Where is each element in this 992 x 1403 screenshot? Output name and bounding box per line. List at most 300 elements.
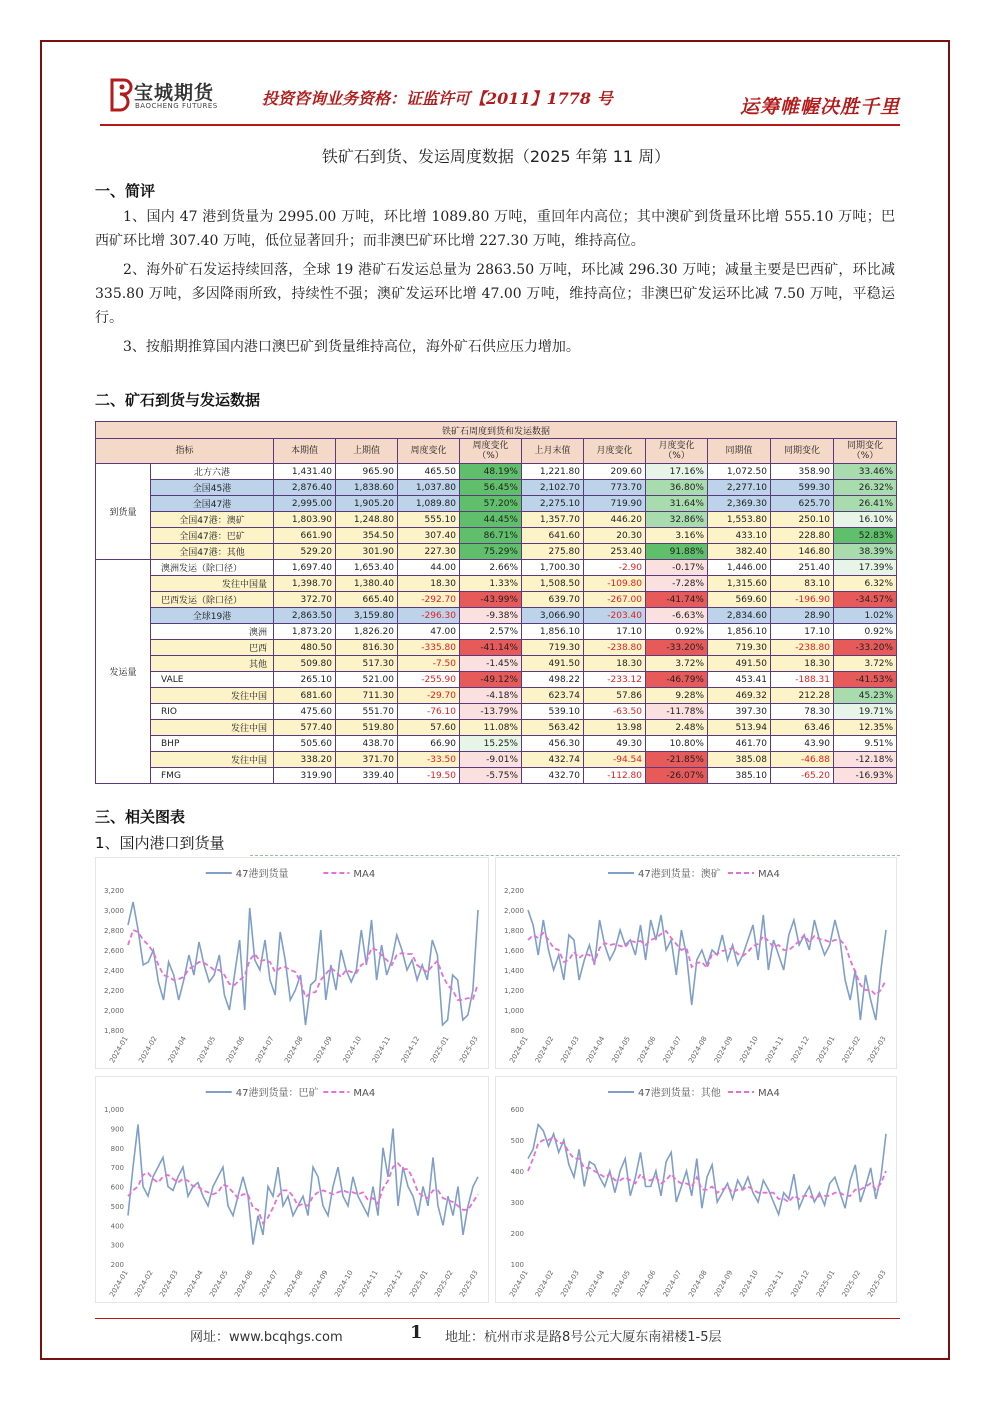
table-cell: -16.93% bbox=[834, 768, 897, 784]
table-cell: -19.50 bbox=[398, 768, 460, 784]
legend-label: MA4 bbox=[353, 1088, 376, 1099]
table-cell: 773.70 bbox=[584, 480, 646, 496]
table-row bbox=[96, 704, 897, 720]
table-cell: 1,856.10 bbox=[522, 624, 584, 640]
table-cell: 48.19% bbox=[460, 464, 522, 480]
table-cell: -1.45% bbox=[460, 656, 522, 672]
header-cell: 同期值 bbox=[708, 439, 771, 464]
table-cell: 47.00 bbox=[398, 624, 460, 640]
table-cell: 1,826.20 bbox=[336, 624, 398, 640]
row-label: BHP bbox=[151, 736, 274, 752]
table-cell: -65.20 bbox=[771, 768, 834, 784]
table-cell: 475.60 bbox=[274, 704, 336, 720]
series-line bbox=[128, 1125, 478, 1245]
table-cell: -41.74% bbox=[646, 592, 708, 608]
table-row bbox=[96, 720, 897, 736]
paragraph-3: 3、按船期推算国内港口澳巴矿到货量维持高位，海外矿石供应压力增加。 bbox=[123, 339, 580, 355]
row-label: 巴西发运（除口径） bbox=[151, 592, 274, 608]
x-tick-label: 2024-10 bbox=[738, 1269, 760, 1299]
table-cell: 146.80 bbox=[771, 544, 834, 560]
table-cell: 26.32% bbox=[834, 480, 897, 496]
table-cell: 385.10 bbox=[708, 768, 771, 784]
x-tick-label: 2024-09 bbox=[312, 1035, 334, 1065]
table-cell: 250.10 bbox=[771, 512, 834, 528]
table-cell: -7.28% bbox=[646, 576, 708, 592]
x-tick-label: 2024-09 bbox=[712, 1269, 735, 1299]
table-cell: 465.50 bbox=[398, 464, 460, 480]
x-tick-label: 2024-08 bbox=[687, 1269, 709, 1299]
x-tick-label: 2025-01 bbox=[815, 1035, 837, 1065]
table-cell: 446.20 bbox=[584, 512, 646, 528]
x-tick-label: 2024-05 bbox=[208, 1269, 230, 1299]
table-cell: 1.33% bbox=[460, 576, 522, 592]
table-cell: 28.90 bbox=[771, 608, 834, 624]
data-table-wrapper bbox=[95, 421, 897, 784]
x-tick-label: 2024-03 bbox=[158, 1269, 180, 1299]
x-tick-label: 2024-08 bbox=[283, 1035, 305, 1065]
y-tick-label: 1,800 bbox=[103, 1027, 124, 1035]
y-tick-label: 2,000 bbox=[103, 1007, 124, 1015]
x-tick-label: 2024-10 bbox=[738, 1035, 760, 1065]
x-tick-label: 2024-01 bbox=[108, 1269, 130, 1299]
table-cell: 1,221.80 bbox=[522, 464, 584, 480]
x-tick-label: 2024-04 bbox=[584, 1269, 607, 1299]
table-cell: 509.80 bbox=[274, 656, 336, 672]
table-cell: 371.70 bbox=[336, 752, 398, 768]
x-tick-label: 2024-11 bbox=[370, 1035, 393, 1065]
table-cell: 56.45% bbox=[460, 480, 522, 496]
table-cell: 17.39% bbox=[834, 560, 897, 576]
table-cell: 563.42 bbox=[522, 720, 584, 736]
table-cell: 31.64% bbox=[646, 496, 708, 512]
x-tick-label: 2024-12 bbox=[789, 1269, 812, 1299]
table-cell: 57.60 bbox=[398, 720, 460, 736]
table-cell: 599.30 bbox=[771, 480, 834, 496]
y-tick-label: 1,200 bbox=[503, 987, 524, 995]
table-cell: 33.46% bbox=[834, 464, 897, 480]
chart-svg bbox=[496, 858, 896, 1068]
table-cell: 1,357.70 bbox=[522, 512, 584, 528]
table-cell: 1,838.60 bbox=[336, 480, 398, 496]
row-label: 澳洲 bbox=[151, 624, 274, 640]
x-tick-label: 2024-02 bbox=[533, 1035, 556, 1065]
x-tick-label: 2024-03 bbox=[559, 1035, 581, 1065]
table-cell: 6.32% bbox=[834, 576, 897, 592]
table-row bbox=[96, 576, 897, 592]
series-line bbox=[128, 902, 478, 1025]
table-cell: 253.40 bbox=[584, 544, 646, 560]
group-shipment: 发运量 bbox=[96, 560, 151, 784]
logo-icon bbox=[108, 78, 134, 112]
table-cell: -26.07% bbox=[646, 768, 708, 784]
table-cell: 17.10 bbox=[771, 624, 834, 640]
table-cell: 78.30 bbox=[771, 704, 834, 720]
table-cell: 480.50 bbox=[274, 640, 336, 656]
table-cell: -335.80 bbox=[398, 640, 460, 656]
table-cell: 75.29% bbox=[460, 544, 522, 560]
table-cell: 433.10 bbox=[708, 528, 771, 544]
header bbox=[100, 76, 900, 124]
y-tick-label: 1,000 bbox=[103, 1106, 124, 1114]
header-cell: 本期值 bbox=[274, 439, 336, 464]
x-tick-label: 2024-12 bbox=[789, 1035, 812, 1065]
x-tick-label: 2024-01 bbox=[508, 1269, 530, 1299]
table-row bbox=[96, 528, 897, 544]
header-cell: 月度变化 bbox=[584, 439, 646, 464]
row-label: 发往中国 bbox=[151, 720, 274, 736]
table-cell: -21.85% bbox=[646, 752, 708, 768]
table-cell: 36.80% bbox=[646, 480, 708, 496]
y-tick-label: 2,600 bbox=[103, 947, 124, 955]
row-label: 全国47港 bbox=[151, 496, 274, 512]
header-cell: 周度变化（%） bbox=[460, 439, 522, 464]
table-cell: 1,248.80 bbox=[336, 512, 398, 528]
x-tick-label: 2024-09 bbox=[712, 1035, 735, 1065]
y-tick-label: 2,400 bbox=[103, 967, 124, 975]
table-cell: -9.01% bbox=[460, 752, 522, 768]
x-tick-label: 2024-07 bbox=[258, 1269, 280, 1299]
table-cell: 319.90 bbox=[274, 768, 336, 784]
y-tick-label: 200 bbox=[110, 1261, 124, 1269]
table-cell: -11.78% bbox=[646, 704, 708, 720]
table-cell: -46.79% bbox=[646, 672, 708, 688]
table-cell: 625.70 bbox=[771, 496, 834, 512]
y-tick-label: 500 bbox=[110, 1202, 124, 1211]
table-row bbox=[96, 736, 897, 752]
table-cell: -49.12% bbox=[460, 672, 522, 688]
table-cell: 57.86 bbox=[584, 688, 646, 704]
table-cell: -267.00 bbox=[584, 592, 646, 608]
x-tick-label: 2025-02 bbox=[433, 1269, 455, 1299]
table-cell: 275.80 bbox=[522, 544, 584, 560]
table-cell: 432.74 bbox=[522, 752, 584, 768]
table-cell: 1,856.10 bbox=[708, 624, 771, 640]
table-cell: -41.14% bbox=[460, 640, 522, 656]
header-indicator: 指标 bbox=[96, 439, 274, 464]
table-cell: -94.54 bbox=[584, 752, 646, 768]
x-tick-label: 2024-03 bbox=[559, 1269, 581, 1299]
subsection-heading: 1、国内港口到货量 bbox=[95, 834, 225, 852]
table-cell: 661.90 bbox=[274, 528, 336, 544]
x-tick-label: 2024-10 bbox=[341, 1035, 364, 1065]
table-cell: -6.63% bbox=[646, 608, 708, 624]
table-cell: -43.99% bbox=[460, 592, 522, 608]
table-cell: 2.48% bbox=[646, 720, 708, 736]
x-tick-label: 2025-01 bbox=[429, 1035, 451, 1065]
table-cell: 2,876.40 bbox=[274, 480, 336, 496]
table-cell: 91.88% bbox=[646, 544, 708, 560]
table-cell: -292.70 bbox=[398, 592, 460, 608]
table-cell: 227.30 bbox=[398, 544, 460, 560]
table-cell: -4.18% bbox=[460, 688, 522, 704]
table-cell: 385.08 bbox=[708, 752, 771, 768]
table-cell: -203.40 bbox=[584, 608, 646, 624]
x-tick-label: 2024-11 bbox=[358, 1269, 380, 1299]
table-row bbox=[96, 752, 897, 768]
legend-label: 47港到货量 bbox=[235, 869, 289, 880]
series-line bbox=[528, 910, 886, 1020]
chart-arrivals-47 bbox=[95, 857, 489, 1069]
table-cell: -33.20% bbox=[646, 640, 708, 656]
table-cell: 44.45% bbox=[460, 512, 522, 528]
y-tick-label: 2,200 bbox=[103, 987, 124, 995]
table-cell: -76.10 bbox=[398, 704, 460, 720]
table-cell: 52.83% bbox=[834, 528, 897, 544]
table-cell: 529.20 bbox=[274, 544, 336, 560]
address: 地址：杭州市求是路8号公元大厦东南裙楼1-5层 bbox=[445, 1330, 722, 1345]
y-tick-label: 1,400 bbox=[503, 967, 524, 975]
table-cell: 555.10 bbox=[398, 512, 460, 528]
y-tick-label: 3,200 bbox=[103, 887, 124, 895]
table-cell: 3.16% bbox=[646, 528, 708, 544]
x-tick-label: 2024-04 bbox=[166, 1035, 189, 1065]
table-cell: 358.90 bbox=[771, 464, 834, 480]
table-row bbox=[96, 544, 897, 560]
table-cell: 86.71% bbox=[460, 528, 522, 544]
y-tick-label: 600 bbox=[510, 1106, 524, 1114]
y-tick-label: 1,800 bbox=[503, 927, 524, 935]
table-cell: 11.08% bbox=[460, 720, 522, 736]
paragraph-1: 1、国内 47 港到货量为 2995.00 万吨，环比增 1089.80 万吨，重回年内高位；其中澳矿到货量环比增 555.10 万吨；巴西矿环比增 307.40 万吨，低位显著回升；而非澳巴矿环比增 227.30 万吨，维持高位。 bbox=[95, 209, 895, 249]
x-tick-label: 2024-02 bbox=[137, 1035, 159, 1065]
table-cell: 66.90 bbox=[398, 736, 460, 752]
website[interactable]: 网址：www.bcqhgs.com bbox=[190, 1330, 343, 1345]
table-cell: -41.53% bbox=[834, 672, 897, 688]
table-cell: 17.16% bbox=[646, 464, 708, 480]
row-label: FMG bbox=[151, 768, 274, 784]
y-tick-label: 400 bbox=[110, 1222, 124, 1231]
table-cell: 13.98 bbox=[584, 720, 646, 736]
x-tick-label: 2024-05 bbox=[610, 1035, 633, 1065]
table-cell: 2,834.60 bbox=[708, 608, 771, 624]
y-tick-label: 100 bbox=[510, 1261, 524, 1269]
table-cell: 456.30 bbox=[522, 736, 584, 752]
chart-svg bbox=[96, 858, 488, 1068]
table-cell: 665.40 bbox=[336, 592, 398, 608]
x-tick-label: 2025-01 bbox=[408, 1269, 430, 1299]
table-cell: 505.60 bbox=[274, 736, 336, 752]
x-tick-label: 2024-06 bbox=[636, 1269, 658, 1299]
x-tick-label: 2024-01 bbox=[108, 1035, 130, 1065]
table-cell: -238.80 bbox=[584, 640, 646, 656]
table-cell: 965.90 bbox=[336, 464, 398, 480]
subsection-divider bbox=[250, 855, 900, 856]
table-row bbox=[96, 608, 897, 624]
table-cell: 2.57% bbox=[460, 624, 522, 640]
header-cell: 周度变化 bbox=[398, 439, 460, 464]
y-tick-label: 1,600 bbox=[503, 947, 524, 955]
x-tick-label: 2025-03 bbox=[866, 1269, 888, 1299]
table-cell: 12.35% bbox=[834, 720, 897, 736]
row-label: 澳洲发运（除口径） bbox=[151, 560, 274, 576]
legend-label: 47港到货量：澳矿 bbox=[638, 869, 721, 880]
table-cell: 438.70 bbox=[336, 736, 398, 752]
table-cell: -5.75% bbox=[460, 768, 522, 784]
chart-svg bbox=[96, 1077, 488, 1302]
table-row bbox=[96, 480, 897, 496]
table-cell: 209.60 bbox=[584, 464, 646, 480]
table-cell: 10.80% bbox=[646, 736, 708, 752]
table-cell: 265.10 bbox=[274, 672, 336, 688]
table-cell: 453.41 bbox=[708, 672, 771, 688]
table-cell: 301.90 bbox=[336, 544, 398, 560]
table-cell: 2,995.00 bbox=[274, 496, 336, 512]
page-number: 1 bbox=[410, 1322, 423, 1343]
table-cell: 1,398.70 bbox=[274, 576, 336, 592]
legend-label: 47港到货量：其他 bbox=[638, 1088, 721, 1099]
table-cell: 1,037.80 bbox=[398, 480, 460, 496]
table-cell: 3.72% bbox=[646, 656, 708, 672]
x-tick-label: 2024-02 bbox=[133, 1269, 155, 1299]
table-cell: 38.39% bbox=[834, 544, 897, 560]
logo-text-en: BAOCHENG FUTURES bbox=[135, 102, 218, 110]
y-tick-label: 900 bbox=[110, 1125, 124, 1134]
series-line bbox=[528, 1125, 886, 1215]
x-tick-label: 2024-11 bbox=[763, 1035, 786, 1065]
x-tick-label: 2024-07 bbox=[661, 1035, 684, 1065]
table-cell: -29.70 bbox=[398, 688, 460, 704]
slogan: 运筹帷幄决胜千里 bbox=[739, 96, 900, 118]
table-cell: 2,275.10 bbox=[522, 496, 584, 512]
table-cell: 521.00 bbox=[336, 672, 398, 688]
x-tick-label: 2024-12 bbox=[383, 1269, 405, 1299]
table-row bbox=[96, 656, 897, 672]
table-cell: 251.40 bbox=[771, 560, 834, 576]
table-row bbox=[96, 768, 897, 784]
table-row bbox=[96, 464, 897, 480]
header-cell: 同期变化 bbox=[771, 439, 834, 464]
table-cell: 339.40 bbox=[336, 768, 398, 784]
y-tick-label: 800 bbox=[510, 1027, 524, 1035]
table-cell: 45.23% bbox=[834, 688, 897, 704]
header-cell: 月度变化（%） bbox=[646, 439, 708, 464]
table-cell: 372.70 bbox=[274, 592, 336, 608]
table-cell: 623.74 bbox=[522, 688, 584, 704]
x-tick-label: 2024-08 bbox=[283, 1269, 305, 1299]
table-row bbox=[96, 640, 897, 656]
section-heading-3: 三、相关图表 bbox=[95, 808, 186, 826]
table-cell: 3,066.90 bbox=[522, 608, 584, 624]
table-cell: 1,431.40 bbox=[274, 464, 336, 480]
qualification-text: 投资咨询业务资格：证监许可【2011】1778 号 bbox=[262, 89, 613, 108]
row-label: VALE bbox=[151, 672, 274, 688]
table-cell: 0.92% bbox=[834, 624, 897, 640]
row-label: 北方六港 bbox=[151, 464, 274, 480]
table-cell: 49.30 bbox=[584, 736, 646, 752]
y-tick-label: 300 bbox=[510, 1199, 524, 1207]
chart-arrivals-au bbox=[495, 857, 897, 1069]
table-title: 铁矿石周度到货和发运数据 bbox=[96, 422, 897, 439]
table-cell: 1,905.20 bbox=[336, 496, 398, 512]
x-tick-label: 2024-12 bbox=[399, 1035, 422, 1065]
table-cell: 719.30 bbox=[522, 640, 584, 656]
x-tick-label: 2025-03 bbox=[458, 1035, 480, 1065]
table-cell: 513.94 bbox=[708, 720, 771, 736]
table-cell: 498.22 bbox=[522, 672, 584, 688]
table-cell: 3,159.80 bbox=[336, 608, 398, 624]
table-cell: 20.30 bbox=[584, 528, 646, 544]
table-cell: 9.28% bbox=[646, 688, 708, 704]
table-cell: 32.86% bbox=[646, 512, 708, 528]
header-cell: 上期值 bbox=[336, 439, 398, 464]
table-cell: 641.60 bbox=[522, 528, 584, 544]
table-cell: 3.72% bbox=[834, 656, 897, 672]
row-label: 全球19港 bbox=[151, 608, 274, 624]
row-label: 全国47港：其他 bbox=[151, 544, 274, 560]
y-tick-label: 3,000 bbox=[103, 907, 124, 915]
y-tick-label: 300 bbox=[110, 1241, 124, 1250]
y-tick-label: 800 bbox=[110, 1144, 124, 1153]
table-cell: 711.30 bbox=[336, 688, 398, 704]
table-cell: 228.80 bbox=[771, 528, 834, 544]
row-label: 全国45港 bbox=[151, 480, 274, 496]
table-cell: 43.90 bbox=[771, 736, 834, 752]
header-cell: 上月末值 bbox=[522, 439, 584, 464]
table-cell: 1,315.60 bbox=[708, 576, 771, 592]
table-cell: -112.80 bbox=[584, 768, 646, 784]
table-cell: -296.30 bbox=[398, 608, 460, 624]
table-cell: 2,863.50 bbox=[274, 608, 336, 624]
data-table bbox=[95, 421, 897, 784]
header-divider bbox=[100, 124, 900, 126]
legend-label: MA4 bbox=[758, 1088, 780, 1099]
table-cell: 2,369.30 bbox=[708, 496, 771, 512]
table-cell: -109.80 bbox=[584, 576, 646, 592]
chart-arrivals-br bbox=[95, 1076, 489, 1303]
table-cell: -0.17% bbox=[646, 560, 708, 576]
y-tick-label: 2,200 bbox=[503, 887, 524, 895]
table-cell: -33.50 bbox=[398, 752, 460, 768]
table-cell: 1,446.00 bbox=[708, 560, 771, 576]
header-cell: 同期变化（%） bbox=[834, 439, 897, 464]
table-cell: -9.38% bbox=[460, 608, 522, 624]
table-cell: 18.30 bbox=[584, 656, 646, 672]
table-cell: 551.70 bbox=[336, 704, 398, 720]
table-cell: 681.60 bbox=[274, 688, 336, 704]
legend-label: 47港到货量：巴矿 bbox=[235, 1088, 319, 1099]
row-label: 全国47港：澳矿 bbox=[151, 512, 274, 528]
row-label: 其他 bbox=[151, 656, 274, 672]
table-cell: 354.50 bbox=[336, 528, 398, 544]
paragraph-2: 2、海外矿石发运持续回落，全球 19 港矿石发运总量为 2863.50 万吨，环比减 296.30 万吨；减量主要是巴西矿，环比减 335.80 万吨，多因降雨所致，持续性不强；澳矿发运环比增 47.00 万吨，维持高位；非澳巴矿发运环比减 7.50 万吨，平稳运行。 bbox=[95, 262, 895, 326]
company-logo bbox=[108, 76, 248, 120]
y-tick-label: 400 bbox=[510, 1168, 524, 1176]
row-label: 发往中国 bbox=[151, 752, 274, 768]
table-cell: -233.12 bbox=[584, 672, 646, 688]
table-cell: -46.88 bbox=[771, 752, 834, 768]
table-cell: 1,697.40 bbox=[274, 560, 336, 576]
group-arrival: 到货量 bbox=[96, 464, 151, 560]
row-label: RIO bbox=[151, 704, 274, 720]
table-cell: 1,803.90 bbox=[274, 512, 336, 528]
section-heading-1: 一、简评 bbox=[95, 182, 156, 200]
table-row bbox=[96, 624, 897, 640]
table-cell: 491.50 bbox=[708, 656, 771, 672]
table-cell: 1,873.20 bbox=[274, 624, 336, 640]
table-cell: 539.10 bbox=[522, 704, 584, 720]
table-cell: -34.57% bbox=[834, 592, 897, 608]
chart-svg bbox=[496, 1077, 896, 1302]
table-cell: 569.60 bbox=[708, 592, 771, 608]
table-cell: 1,508.50 bbox=[522, 576, 584, 592]
x-tick-label: 2025-03 bbox=[866, 1035, 888, 1065]
table-cell: 432.70 bbox=[522, 768, 584, 784]
y-tick-label: 1,000 bbox=[503, 1007, 524, 1015]
x-tick-label: 2024-06 bbox=[636, 1035, 658, 1065]
table-cell: 1.02% bbox=[834, 608, 897, 624]
x-tick-label: 2024-07 bbox=[661, 1269, 684, 1299]
table-cell: 491.50 bbox=[522, 656, 584, 672]
